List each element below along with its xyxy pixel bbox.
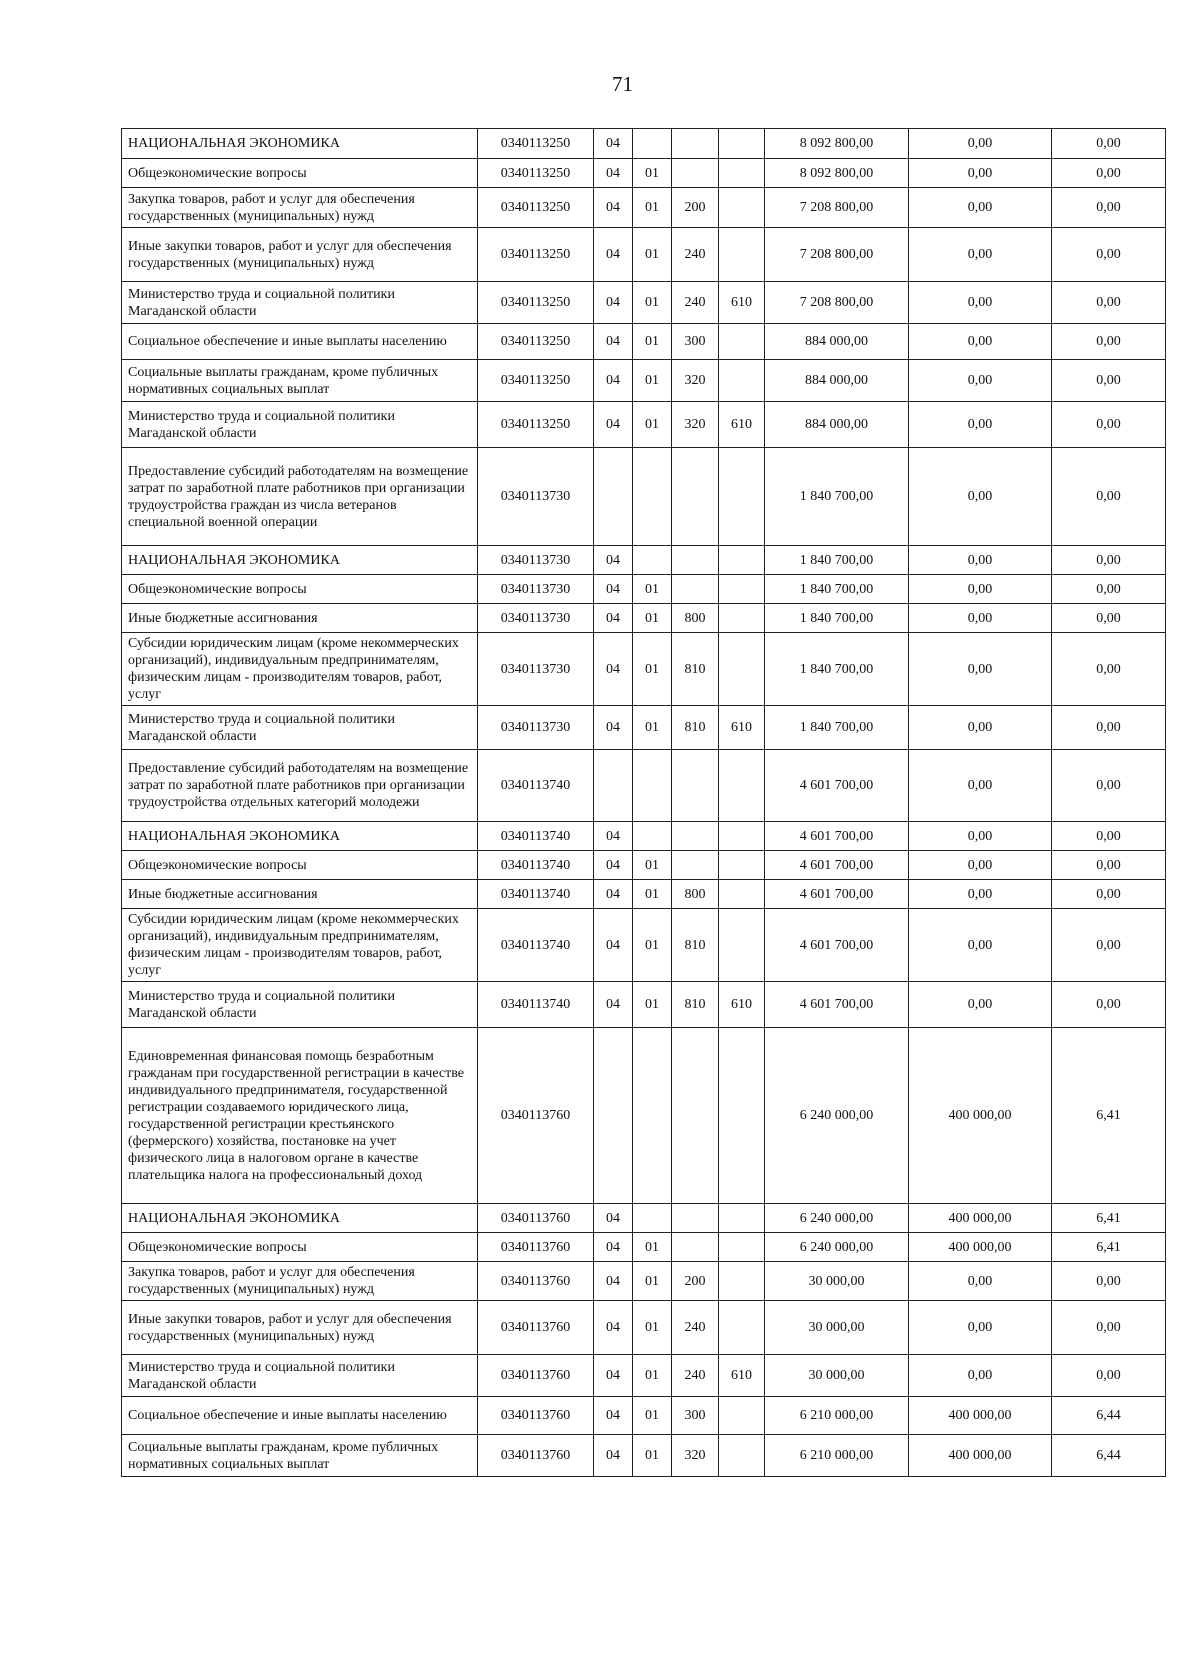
row-expense-type-cell: 320 [672, 1435, 719, 1477]
row-percent-cell: 0,00 [1052, 282, 1166, 324]
row-admin-code-cell: 610 [719, 402, 765, 448]
row-percent-cell: 0,00 [1052, 1262, 1166, 1301]
row-code-cell: 0340113760 [478, 1262, 594, 1301]
row-subsection-cell: 01 [633, 402, 672, 448]
row-expense-type-cell: 800 [672, 880, 719, 909]
row-code-cell: 0340113250 [478, 188, 594, 228]
row-section-cell: 04 [594, 909, 633, 982]
row-code-cell: 0340113730 [478, 546, 594, 575]
table-row [122, 1262, 1166, 1301]
row-percent-cell: 0,00 [1052, 633, 1166, 706]
budget-table [121, 128, 1166, 1477]
row-section-cell: 04 [594, 851, 633, 880]
row-percent-cell: 0,00 [1052, 851, 1166, 880]
row-section-cell: 04 [594, 604, 633, 633]
table-row [122, 188, 1166, 228]
row-name-cell: Социальные выплаты гражданам, кроме публичных нормативных социальных выплат [122, 1435, 478, 1477]
row-section-cell: 04 [594, 1301, 633, 1355]
row-executed-amount-cell: 0,00 [909, 402, 1052, 448]
row-planned-amount-cell: 1 840 700,00 [765, 604, 909, 633]
table-row [122, 1233, 1166, 1262]
row-name-cell: Министерство труда и социальной политики Магаданской области [122, 706, 478, 750]
row-planned-amount-cell: 884 000,00 [765, 324, 909, 360]
row-planned-amount-cell: 6 210 000,00 [765, 1397, 909, 1435]
row-executed-amount-cell: 0,00 [909, 880, 1052, 909]
table-row [122, 750, 1166, 822]
row-expense-type-cell: 320 [672, 402, 719, 448]
row-code-cell: 0340113730 [478, 575, 594, 604]
row-subsection-cell: 01 [633, 1301, 672, 1355]
row-code-cell: 0340113250 [478, 129, 594, 159]
row-subsection-cell: 01 [633, 706, 672, 750]
row-subsection-cell: 01 [633, 633, 672, 706]
row-percent-cell: 0,00 [1052, 129, 1166, 159]
page-number: 71 [612, 72, 633, 96]
table-row [122, 324, 1166, 360]
table-row [122, 228, 1166, 282]
row-name-cell: НАЦИОНАЛЬНАЯ ЭКОНОМИКА [122, 1204, 478, 1233]
row-section-cell: 04 [594, 880, 633, 909]
row-code-cell: 0340113760 [478, 1435, 594, 1477]
row-name-cell: Субсидии юридическим лицам (кроме некоммерческих организаций), индивидуальным предпринимателям, физическим лицам - производителям товаров, работ, услуг [122, 633, 478, 706]
row-percent-cell: 0,00 [1052, 546, 1166, 575]
row-name-cell: Общеэкономические вопросы [122, 575, 478, 604]
row-admin-code-cell [719, 1233, 765, 1262]
row-name-cell: Министерство труда и социальной политики Магаданской области [122, 282, 478, 324]
row-executed-amount-cell: 0,00 [909, 706, 1052, 750]
row-expense-type-cell [672, 129, 719, 159]
row-percent-cell: 0,00 [1052, 822, 1166, 851]
row-section-cell: 04 [594, 1397, 633, 1435]
row-code-cell: 0340113740 [478, 822, 594, 851]
row-expense-type-cell: 810 [672, 909, 719, 982]
row-code-cell: 0340113250 [478, 360, 594, 402]
table-row [122, 1301, 1166, 1355]
row-executed-amount-cell: 0,00 [909, 575, 1052, 604]
row-subsection-cell: 01 [633, 1262, 672, 1301]
row-section-cell: 04 [594, 129, 633, 159]
row-executed-amount-cell: 400 000,00 [909, 1397, 1052, 1435]
row-name-cell: Предоставление субсидий работодателям на возмещение затрат по заработной плате работников при организации трудоустройства граждан из числа ветеранов специальной военной операции [122, 448, 478, 546]
row-expense-type-cell: 240 [672, 282, 719, 324]
row-admin-code-cell [719, 851, 765, 880]
row-planned-amount-cell: 8 092 800,00 [765, 159, 909, 188]
row-percent-cell: 0,00 [1052, 604, 1166, 633]
row-planned-amount-cell: 1 840 700,00 [765, 575, 909, 604]
row-subsection-cell: 01 [633, 228, 672, 282]
row-admin-code-cell [719, 1301, 765, 1355]
row-planned-amount-cell: 6 240 000,00 [765, 1233, 909, 1262]
row-expense-type-cell: 200 [672, 188, 719, 228]
row-percent-cell: 0,00 [1052, 1355, 1166, 1397]
row-subsection-cell [633, 750, 672, 822]
row-expense-type-cell [672, 851, 719, 880]
row-name-cell: Социальное обеспечение и иные выплаты населению [122, 1397, 478, 1435]
row-planned-amount-cell: 7 208 800,00 [765, 188, 909, 228]
row-percent-cell: 0,00 [1052, 159, 1166, 188]
row-name-cell: НАЦИОНАЛЬНАЯ ЭКОНОМИКА [122, 546, 478, 575]
row-expense-type-cell [672, 1233, 719, 1262]
row-admin-code-cell [719, 1435, 765, 1477]
row-admin-code-cell [719, 448, 765, 546]
row-expense-type-cell [672, 1028, 719, 1204]
row-name-cell: Иные бюджетные ассигнования [122, 880, 478, 909]
row-code-cell: 0340113730 [478, 448, 594, 546]
row-percent-cell: 0,00 [1052, 228, 1166, 282]
row-admin-code-cell [719, 360, 765, 402]
row-planned-amount-cell: 4 601 700,00 [765, 851, 909, 880]
row-expense-type-cell: 240 [672, 228, 719, 282]
row-code-cell: 0340113760 [478, 1355, 594, 1397]
row-subsection-cell: 01 [633, 1435, 672, 1477]
row-admin-code-cell [719, 1204, 765, 1233]
row-section-cell: 04 [594, 1204, 633, 1233]
row-planned-amount-cell: 4 601 700,00 [765, 909, 909, 982]
table-row [122, 822, 1166, 851]
table-row [122, 851, 1166, 880]
row-percent-cell: 0,00 [1052, 188, 1166, 228]
row-admin-code-cell [719, 909, 765, 982]
row-section-cell [594, 448, 633, 546]
row-subsection-cell [633, 1028, 672, 1204]
row-expense-type-cell: 810 [672, 633, 719, 706]
row-executed-amount-cell: 0,00 [909, 982, 1052, 1028]
row-subsection-cell: 01 [633, 982, 672, 1028]
row-expense-type-cell [672, 750, 719, 822]
row-name-cell: Субсидии юридическим лицам (кроме некоммерческих организаций), индивидуальным предпринимателям, физическим лицам - производителям товаров, работ, услуг [122, 909, 478, 982]
row-code-cell: 0340113740 [478, 851, 594, 880]
row-percent-cell: 0,00 [1052, 402, 1166, 448]
row-expense-type-cell: 810 [672, 982, 719, 1028]
row-name-cell: Общеэкономические вопросы [122, 1233, 478, 1262]
row-section-cell [594, 750, 633, 822]
row-planned-amount-cell: 6 210 000,00 [765, 1435, 909, 1477]
row-executed-amount-cell: 0,00 [909, 822, 1052, 851]
row-section-cell: 04 [594, 633, 633, 706]
table-row [122, 360, 1166, 402]
row-section-cell: 04 [594, 706, 633, 750]
row-admin-code-cell: 610 [719, 282, 765, 324]
row-percent-cell: 0,00 [1052, 324, 1166, 360]
row-subsection-cell: 01 [633, 1397, 672, 1435]
row-code-cell: 0340113730 [478, 604, 594, 633]
row-code-cell: 0340113730 [478, 633, 594, 706]
row-planned-amount-cell: 4 601 700,00 [765, 880, 909, 909]
row-admin-code-cell [719, 822, 765, 851]
table-row [122, 982, 1166, 1028]
row-expense-type-cell: 240 [672, 1301, 719, 1355]
row-percent-cell: 6,44 [1052, 1397, 1166, 1435]
row-section-cell: 04 [594, 360, 633, 402]
row-planned-amount-cell: 1 840 700,00 [765, 633, 909, 706]
row-executed-amount-cell: 0,00 [909, 188, 1052, 228]
row-percent-cell: 0,00 [1052, 706, 1166, 750]
row-section-cell [594, 1028, 633, 1204]
row-planned-amount-cell: 30 000,00 [765, 1301, 909, 1355]
row-planned-amount-cell: 6 240 000,00 [765, 1028, 909, 1204]
row-code-cell: 0340113760 [478, 1204, 594, 1233]
row-executed-amount-cell: 0,00 [909, 633, 1052, 706]
row-planned-amount-cell: 4 601 700,00 [765, 750, 909, 822]
row-code-cell: 0340113740 [478, 982, 594, 1028]
row-percent-cell: 6,41 [1052, 1204, 1166, 1233]
row-expense-type-cell: 320 [672, 360, 719, 402]
row-executed-amount-cell: 400 000,00 [909, 1435, 1052, 1477]
row-percent-cell: 6,41 [1052, 1233, 1166, 1262]
row-expense-type-cell [672, 448, 719, 546]
table-row [122, 129, 1166, 159]
row-code-cell: 0340113250 [478, 159, 594, 188]
row-percent-cell: 0,00 [1052, 982, 1166, 1028]
row-code-cell: 0340113740 [478, 750, 594, 822]
row-name-cell: Министерство труда и социальной политики Магаданской области [122, 982, 478, 1028]
row-subsection-cell: 01 [633, 282, 672, 324]
row-admin-code-cell [719, 1397, 765, 1435]
row-name-cell: Общеэкономические вопросы [122, 851, 478, 880]
table-row [122, 1435, 1166, 1477]
row-expense-type-cell [672, 1204, 719, 1233]
row-admin-code-cell [719, 159, 765, 188]
row-section-cell: 04 [594, 228, 633, 282]
row-admin-code-cell [719, 880, 765, 909]
row-planned-amount-cell: 30 000,00 [765, 1355, 909, 1397]
row-name-cell: Иные закупки товаров, работ и услуг для обеспечения государственных (муниципальных) нужд [122, 1301, 478, 1355]
row-percent-cell: 0,00 [1052, 575, 1166, 604]
row-admin-code-cell [719, 604, 765, 633]
row-executed-amount-cell: 0,00 [909, 129, 1052, 159]
row-section-cell: 04 [594, 982, 633, 1028]
row-name-cell: НАЦИОНАЛЬНАЯ ЭКОНОМИКА [122, 822, 478, 851]
row-code-cell: 0340113250 [478, 282, 594, 324]
table-row [122, 706, 1166, 750]
row-expense-type-cell [672, 546, 719, 575]
row-subsection-cell: 01 [633, 880, 672, 909]
row-planned-amount-cell: 4 601 700,00 [765, 982, 909, 1028]
row-subsection-cell [633, 546, 672, 575]
row-section-cell: 04 [594, 402, 633, 448]
row-admin-code-cell: 610 [719, 706, 765, 750]
row-section-cell: 04 [594, 1435, 633, 1477]
row-section-cell: 04 [594, 324, 633, 360]
table-row [122, 1028, 1166, 1204]
row-subsection-cell: 01 [633, 909, 672, 982]
row-executed-amount-cell: 400 000,00 [909, 1204, 1052, 1233]
row-section-cell: 04 [594, 1355, 633, 1397]
row-subsection-cell: 01 [633, 575, 672, 604]
row-planned-amount-cell: 884 000,00 [765, 360, 909, 402]
row-code-cell: 0340113730 [478, 706, 594, 750]
row-subsection-cell: 01 [633, 851, 672, 880]
row-section-cell: 04 [594, 575, 633, 604]
row-executed-amount-cell: 0,00 [909, 282, 1052, 324]
row-code-cell: 0340113760 [478, 1301, 594, 1355]
row-executed-amount-cell: 0,00 [909, 604, 1052, 633]
row-name-cell: Министерство труда и социальной политики Магаданской области [122, 1355, 478, 1397]
row-percent-cell: 6,44 [1052, 1435, 1166, 1477]
row-admin-code-cell [719, 633, 765, 706]
row-executed-amount-cell: 0,00 [909, 159, 1052, 188]
row-executed-amount-cell: 0,00 [909, 1355, 1052, 1397]
row-subsection-cell [633, 448, 672, 546]
row-section-cell: 04 [594, 1262, 633, 1301]
row-executed-amount-cell: 0,00 [909, 1301, 1052, 1355]
row-executed-amount-cell: 0,00 [909, 909, 1052, 982]
row-percent-cell: 0,00 [1052, 1301, 1166, 1355]
row-executed-amount-cell: 0,00 [909, 360, 1052, 402]
row-admin-code-cell [719, 1028, 765, 1204]
table-row [122, 633, 1166, 706]
table-row [122, 448, 1166, 546]
row-planned-amount-cell: 8 092 800,00 [765, 129, 909, 159]
row-executed-amount-cell: 0,00 [909, 228, 1052, 282]
row-name-cell: Предоставление субсидий работодателям на возмещение затрат по заработной плате работников при организации трудоустройства отдельных категорий молодежи [122, 750, 478, 822]
row-executed-amount-cell: 0,00 [909, 750, 1052, 822]
row-expense-type-cell: 300 [672, 1397, 719, 1435]
row-planned-amount-cell: 4 601 700,00 [765, 822, 909, 851]
row-name-cell: НАЦИОНАЛЬНАЯ ЭКОНОМИКА [122, 129, 478, 159]
row-name-cell: Министерство труда и социальной политики Магаданской области [122, 402, 478, 448]
row-name-cell: Иные закупки товаров, работ и услуг для обеспечения государственных (муниципальных) нужд [122, 228, 478, 282]
table-row [122, 575, 1166, 604]
row-code-cell: 0340113760 [478, 1397, 594, 1435]
row-percent-cell: 0,00 [1052, 448, 1166, 546]
row-planned-amount-cell: 1 840 700,00 [765, 546, 909, 575]
row-admin-code-cell: 610 [719, 1355, 765, 1397]
row-planned-amount-cell: 884 000,00 [765, 402, 909, 448]
row-percent-cell: 6,41 [1052, 1028, 1166, 1204]
row-name-cell: Иные бюджетные ассигнования [122, 604, 478, 633]
row-percent-cell: 0,00 [1052, 909, 1166, 982]
row-code-cell: 0340113740 [478, 909, 594, 982]
row-admin-code-cell [719, 228, 765, 282]
row-admin-code-cell: 610 [719, 982, 765, 1028]
table-row [122, 1397, 1166, 1435]
row-executed-amount-cell: 0,00 [909, 1262, 1052, 1301]
table-row [122, 604, 1166, 633]
table-row [122, 1204, 1166, 1233]
row-planned-amount-cell: 1 840 700,00 [765, 706, 909, 750]
row-expense-type-cell: 200 [672, 1262, 719, 1301]
row-expense-type-cell [672, 822, 719, 851]
row-expense-type-cell: 800 [672, 604, 719, 633]
row-subsection-cell: 01 [633, 159, 672, 188]
row-planned-amount-cell: 7 208 800,00 [765, 228, 909, 282]
row-code-cell: 0340113760 [478, 1028, 594, 1204]
row-executed-amount-cell: 0,00 [909, 448, 1052, 546]
row-section-cell: 04 [594, 188, 633, 228]
row-subsection-cell: 01 [633, 188, 672, 228]
row-planned-amount-cell: 1 840 700,00 [765, 448, 909, 546]
row-percent-cell: 0,00 [1052, 360, 1166, 402]
row-name-cell: Социальные выплаты гражданам, кроме публичных нормативных социальных выплат [122, 360, 478, 402]
row-section-cell: 04 [594, 1233, 633, 1262]
row-section-cell: 04 [594, 282, 633, 324]
table-row [122, 282, 1166, 324]
row-name-cell: Закупка товаров, работ и услуг для обеспечения государственных (муниципальных) нужд [122, 188, 478, 228]
row-subsection-cell [633, 129, 672, 159]
row-percent-cell: 0,00 [1052, 880, 1166, 909]
row-subsection-cell: 01 [633, 1233, 672, 1262]
table-row [122, 159, 1166, 188]
table-row [122, 880, 1166, 909]
row-code-cell: 0340113760 [478, 1233, 594, 1262]
row-admin-code-cell [719, 188, 765, 228]
row-section-cell: 04 [594, 159, 633, 188]
row-expense-type-cell [672, 575, 719, 604]
row-subsection-cell [633, 1204, 672, 1233]
row-expense-type-cell: 300 [672, 324, 719, 360]
row-name-cell: Единовременная финансовая помощь безработным гражданам при государственной регистрации в качестве индивидуального предпринимателя, государственной регистрации создаваемого юридического лица, государственной регистрации крестьянского (фермерского) хозяйства, постановке на учет физического лица в налоговом органе в качестве плательщика налога на профессиональный доход [122, 1028, 478, 1204]
row-subsection-cell: 01 [633, 360, 672, 402]
row-admin-code-cell [719, 129, 765, 159]
row-section-cell: 04 [594, 822, 633, 851]
row-planned-amount-cell: 30 000,00 [765, 1262, 909, 1301]
row-percent-cell: 0,00 [1052, 750, 1166, 822]
row-subsection-cell: 01 [633, 324, 672, 360]
table-row [122, 909, 1166, 982]
row-subsection-cell [633, 822, 672, 851]
row-name-cell: Общеэкономические вопросы [122, 159, 478, 188]
row-code-cell: 0340113250 [478, 228, 594, 282]
row-admin-code-cell [719, 575, 765, 604]
row-executed-amount-cell: 0,00 [909, 546, 1052, 575]
row-planned-amount-cell: 7 208 800,00 [765, 282, 909, 324]
table-row [122, 1355, 1166, 1397]
row-name-cell: Социальное обеспечение и иные выплаты населению [122, 324, 478, 360]
row-executed-amount-cell: 0,00 [909, 324, 1052, 360]
row-subsection-cell: 01 [633, 604, 672, 633]
row-name-cell: Закупка товаров, работ и услуг для обеспечения государственных (муниципальных) нужд [122, 1262, 478, 1301]
row-executed-amount-cell: 400 000,00 [909, 1028, 1052, 1204]
table-body [122, 129, 1166, 1477]
row-expense-type-cell [672, 159, 719, 188]
row-section-cell: 04 [594, 546, 633, 575]
row-code-cell: 0340113740 [478, 880, 594, 909]
row-admin-code-cell [719, 546, 765, 575]
row-subsection-cell: 01 [633, 1355, 672, 1397]
row-expense-type-cell: 810 [672, 706, 719, 750]
table-row [122, 402, 1166, 448]
row-admin-code-cell [719, 750, 765, 822]
row-admin-code-cell [719, 324, 765, 360]
row-planned-amount-cell: 6 240 000,00 [765, 1204, 909, 1233]
row-code-cell: 0340113250 [478, 324, 594, 360]
row-admin-code-cell [719, 1262, 765, 1301]
row-executed-amount-cell: 0,00 [909, 851, 1052, 880]
table-row [122, 546, 1166, 575]
row-expense-type-cell: 240 [672, 1355, 719, 1397]
row-executed-amount-cell: 400 000,00 [909, 1233, 1052, 1262]
row-code-cell: 0340113250 [478, 402, 594, 448]
